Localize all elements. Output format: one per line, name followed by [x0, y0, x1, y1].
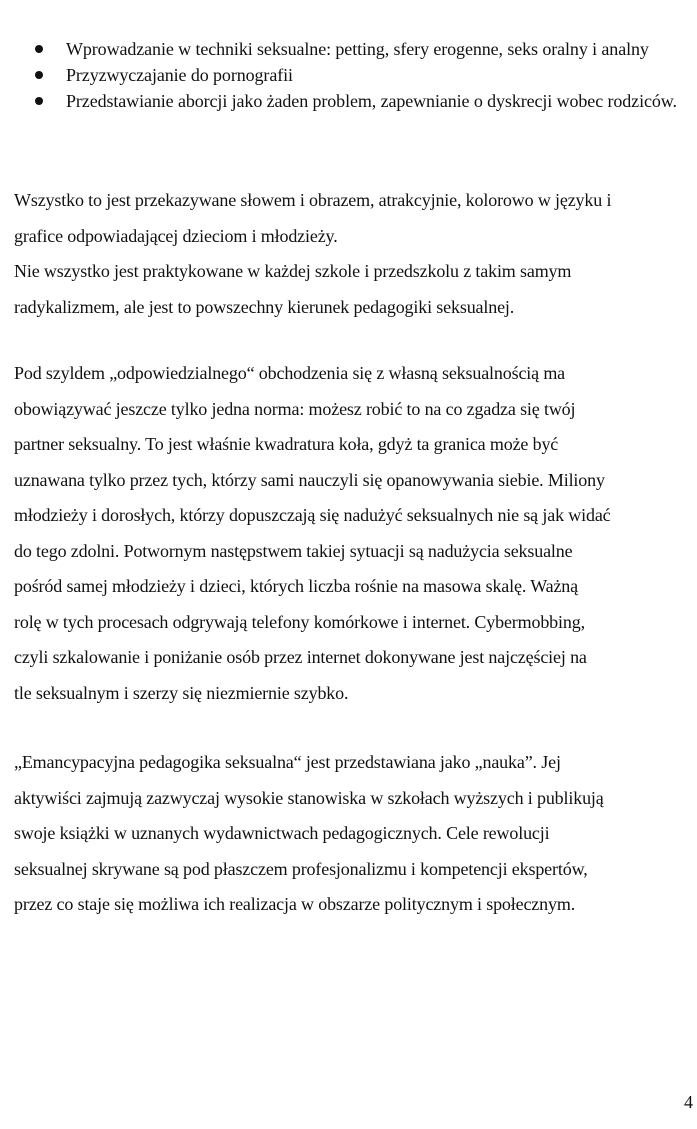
paragraph-2: Pod szyldem „odpowiedzialnego“ obchodzenia się z własną seksualnością ma obowiązywać jeszcze tylko jedna norma: możesz robić to na co zgadza się twój partner seksualny. To jest właśnie kwadratura koła, gdyż ta granica może być uznawana tylko przez tych, którzy sami nauczyli się opanowywania siebie. Miliony młodzieży i dorosłych, którzy dopuszczają się nadużyć seksualnych nie są jak widać do tego zdolni. Potwornym następstwem takiej sytuacji są nadużycia seksualne pośród samej młodzieży i dzieci, których liczba rośnie na masowa skalę. Ważną rolę w tych procesach odgrywają telefony komórkowe i internet. Cybermobbing, czyli szkalowanie i poniżanie osób przez internet dokonywane jest najczęściej na tle seksualnym i szerzy się niezmiernie szybko. [14, 363, 611, 703]
bullet-text: Wprowadzanie w techniki seksualne: petting, sfery erogenne, seks oralny i analny [66, 39, 649, 59]
bullet-item [0, 62, 697, 88]
page-number: 4 [684, 1092, 693, 1112]
bullet-list [0, 36, 697, 114]
bullet-dot-icon [35, 71, 43, 79]
bullet-dot-icon [35, 97, 43, 105]
bullet-item [0, 88, 697, 114]
bullet-item [0, 36, 697, 62]
paragraph-3: „Emancypacyjna pedagogika seksualna“ jest przedstawiana jako „nauka”. Jej aktywiści zajmują zazwyczaj wysokie stanowiska w szkołach wyższych i publikują swoje książki w uznanych wydawnictwach pedagogicznych. Cele rewolucji seksualnej skrywane są pod płaszczem profesjonalizmu i kompetencji ekspertów, przez co staje się możliwa ich realizacja w obszarze politycznym i społecznym. [14, 752, 604, 914]
paragraph-1: Wszystko to jest przekazywane słowem i obrazem, atrakcyjnie, kolorowo w języku i grafice odpowiadającej dzieciom i młodzieży. Nie wszystko jest praktykowane w każdej szkole i przedszkolu z takim samym radykalizmem, ale jest to powszechny kierunek pedagogiki seksualnej. [14, 190, 612, 317]
bullet-text: Przedstawianie aborcji jako żaden problem, zapewnianie o dyskrecji wobec rodziców. [66, 91, 677, 111]
bullet-dot-icon [35, 45, 43, 53]
bullet-text: Przyzwyczajanie do pornografii [66, 65, 293, 85]
